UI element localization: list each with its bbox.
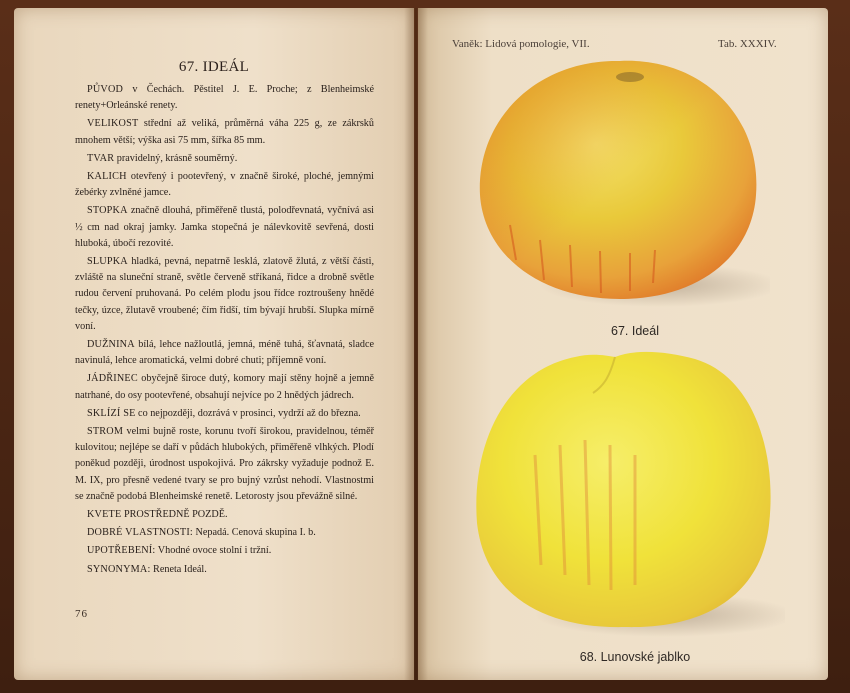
paragraph-tvar: TVAR pravidelný, krásně souměrný.: [87, 152, 238, 164]
running-head-right: Tab. XXXIV.: [718, 38, 777, 50]
paragraph-velikost: VELIKOST střední až veliká, průměrná váha 225 g, ze zákrsků mnohem větší; výška asi 75 mm, šířka 85 mm.: [75, 118, 374, 146]
apple-lunovske-illustration: [465, 345, 785, 645]
running-head-left: Vaněk: Lidová pomologie, VII.: [452, 38, 590, 50]
apple-ideal-illustration: [470, 55, 770, 317]
caption-lunovske: 68. Lunovské jablko: [579, 650, 691, 664]
paragraph-sklizi: SKLÍZÍ SE co nejpozději, dozrává v prosinci, vydrží až do března.: [87, 407, 361, 419]
paragraph-jadrinec: JÁDŘINEC obyčejně široce dutý, komory mají stěny hojně a jemně natrhané, do osy pootevřené, obsahují nejvíce po 2 hnědých jádrech.: [75, 373, 374, 401]
page-number: 76: [75, 608, 88, 620]
paragraph-strom: STROM velmi bujně roste, korunu tvoří širokou, pravidelnou, téměř kulovitou; nejlépe se daří v půdách hlubokých, přiměřeně vlhkých. Plodí poněkud později, úrodnost uspokojivá. Pro zákrsky vyžaduje podnož E. M. IX, pro přesně vedené tvary se pro bujný vzrůst nehodí. Vlastnostmi se značně podobá Blenheimské renetě. Letorosty jsou převážně silné.: [75, 426, 374, 502]
paragraph-slupka: SLUPKA hladká, pevná, nepatrně lesklá, zlatově žlutá, z větší části, zvláště na sluneční straně, světle červeně stříkaná, řidce a drobně světle rudou červení pruhovaná. Po celém plodu jsou řídce roztroušeny hnědé tečky, úzce, žlutavě vroubené; čím řidší, tím bývají hrubší. Slupka mírně voní.: [75, 256, 374, 332]
paragraph-kalich: KALICH otevřený i pootevřený, v značně široké, ploché, jemnými žebérky zvlněné jamce.: [75, 171, 374, 199]
paragraph-upotrebeni: UPOTŘEBENÍ: Vhodné ovoce stolní i tržní.: [87, 545, 272, 557]
paragraph-dobre-vlastnosti: DOBRÉ VLASTNOSTI: Nepadá. Cenová skupina I. b.: [87, 527, 316, 539]
book-gutter: [404, 8, 428, 680]
paragraph-synonyma: SYNONYMA: Reneta Ideál.: [87, 563, 207, 575]
paragraph-kvete: KVETE PROSTŘEDNĚ POZDĚ.: [87, 509, 228, 521]
caption-ideal: 67. Ideál: [611, 324, 659, 338]
paragraph-puvod: PŮVOD v Čechách. Pěstitel J. E. Proche; z Blenheimské renety+Orleánské renety.: [75, 84, 374, 112]
description-text: [75, 82, 374, 580]
paragraph-stopka: STOPKA značně dlouhá, přiměřeně tlustá, polodřevnatá, vyčnívá asi ½ cm nad okraj jamky. Jamka stopečná je nálevkovitě sevřená, dosti hluboká, úbočí rezovité.: [75, 205, 374, 249]
paragraph-duznina: DUŽNINA bílá, lehce nažloutlá, jemná, méně tuhá, šťavnatá, sladce navinulá, lehce aromatická, velmi dobré chuti; příjemně voní.: [75, 339, 374, 367]
page-title: 67. IDEÁL: [178, 59, 250, 75]
